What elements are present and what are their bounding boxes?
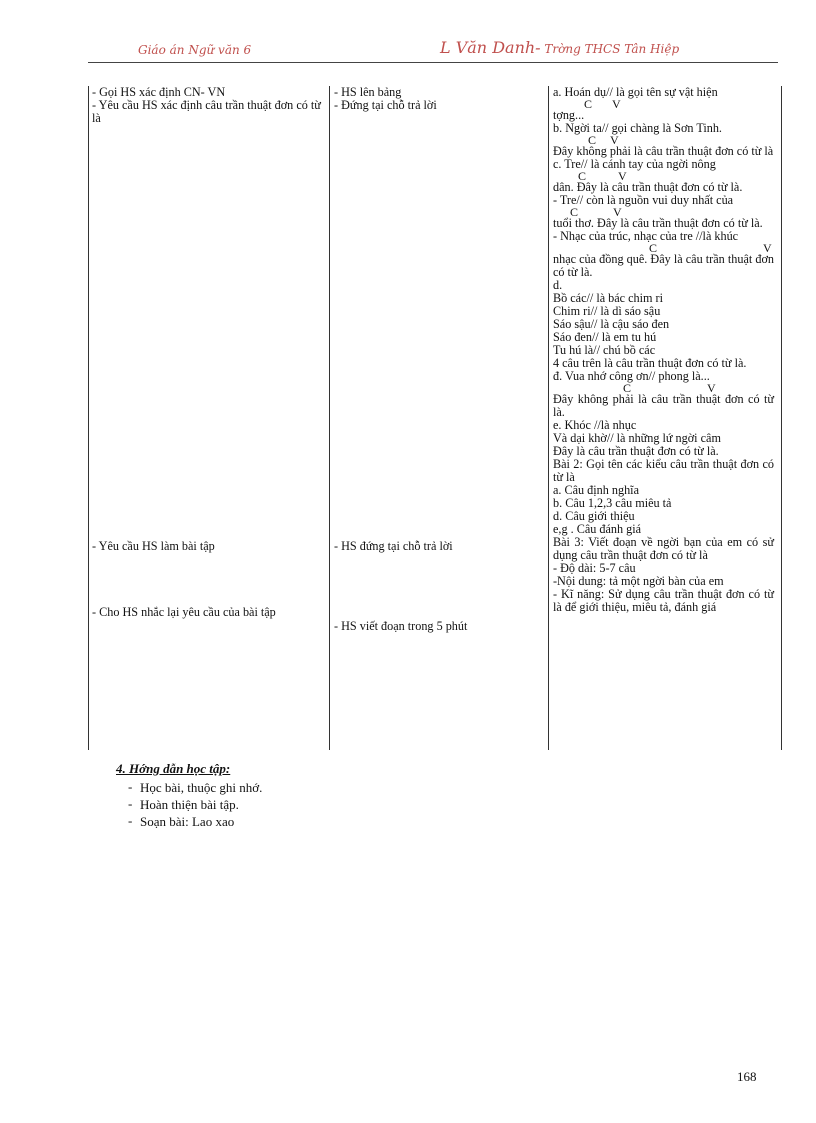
- answer-line: nhạc của đồng quê. Đây là câu trần thuật đơn có từ là.: [553, 252, 774, 279]
- content-column: [553, 86, 774, 614]
- student-step-1: - HS lên bảng: [334, 85, 402, 99]
- subject-mark: C: [578, 169, 587, 183]
- answer-line: dân. Đây là câu trần thuật đơn có từ là.: [553, 180, 743, 194]
- homework-guide: [116, 760, 262, 830]
- teacher-step-4: - Cho HS nhắc lại yêu cầu của bài tập: [92, 605, 276, 619]
- answer-line: Tu hú là// chú bồ các: [553, 343, 656, 357]
- answer-line: tợng...: [553, 108, 585, 122]
- answer-line: d. Câu giới thiệu: [553, 509, 635, 523]
- subject-mark: C: [584, 97, 593, 111]
- page-number: 168: [737, 1069, 757, 1084]
- answer-line: a. Hoán dụ// là gọi tên sự vật hiện: [553, 85, 718, 99]
- answer-line: tuổi thơ. Đây là câu trần thuật đơn có từ là.: [553, 216, 763, 230]
- answer-line: Sáo đen// là em tu hú: [553, 330, 657, 344]
- subject-predicate-marks: [553, 135, 774, 145]
- page-header: [88, 40, 778, 63]
- dash-bullet: -: [128, 796, 133, 811]
- subject-mark: C: [623, 381, 632, 395]
- answer-line: Bài 2: Gọi tên các kiểu câu trần thuật đơn có từ là: [553, 457, 774, 484]
- table-divider-1: [329, 86, 330, 750]
- table-divider-2: [548, 86, 549, 750]
- predicate-mark: V: [707, 381, 716, 395]
- guide-item-text: Soạn bài: Lao xao: [140, 814, 235, 829]
- answer-line: d.: [553, 278, 563, 292]
- answer-line: e. Khóc //là nhục: [553, 418, 637, 432]
- guide-item-text: Hoàn thiện bài tập.: [140, 797, 239, 812]
- answer-line: e,g . Câu đánh giá: [553, 522, 641, 536]
- answer-line: -Nội dung: tả một ngời bàn của em: [553, 574, 724, 588]
- table-border-right: [781, 86, 782, 750]
- guide-item: [128, 779, 262, 796]
- header-author: L Văn Danh-: [440, 38, 541, 57]
- dash-bullet: -: [128, 813, 133, 828]
- teacher-step-1: - Gọi HS xác định CN- VN: [92, 85, 226, 99]
- subject-predicate-marks: [553, 99, 774, 109]
- predicate-mark: V: [612, 97, 621, 111]
- student-step-2: - Đứng tại chỗ trả lời: [334, 98, 437, 112]
- answer-line: - Tre// còn là nguồn vui duy nhất của: [553, 193, 734, 207]
- header-author-school: [440, 38, 679, 57]
- answer-line: - Độ dài: 5-7 câu: [553, 561, 636, 575]
- lesson-table: [88, 86, 782, 750]
- guide-title: 4. Hớng dẫn học tập:: [116, 761, 231, 776]
- answer-line: Sáo sậu// là cậu sáo đen: [553, 317, 670, 331]
- predicate-mark: V: [610, 133, 619, 147]
- guide-item: [128, 813, 262, 830]
- table-border-left: [88, 86, 89, 750]
- answer-line: c. Tre// là cánh tay của ngời nông: [553, 157, 716, 171]
- answer-line: a. Câu định nghĩa: [553, 483, 639, 497]
- dash-bullet: -: [128, 779, 133, 794]
- subject-mark: C: [588, 133, 597, 147]
- answer-line: Bồ các// là bác chim ri: [553, 291, 663, 305]
- student-step-3: - HS đứng tại chỗ trả lời: [334, 539, 453, 553]
- subject-predicate-marks: [553, 383, 774, 393]
- answer-line: b. Câu 1,2,3 câu miêu tả: [553, 496, 672, 510]
- answer-line: Đây là câu trần thuật đơn có từ là.: [553, 444, 719, 458]
- teacher-activity-column: [92, 85, 326, 619]
- answer-line: - Nhạc của trúc, nhạc của tre //là khúc: [553, 229, 739, 243]
- subject-predicate-marks: [553, 207, 774, 217]
- subject-mark: C: [649, 241, 658, 255]
- student-activity-column: [334, 85, 544, 633]
- guide-item: [128, 796, 262, 813]
- answer-line: - Kĩ năng: Sử dụng câu trần thuật đơn có từ là để giới thiệu, miêu tả, đánh giá: [553, 587, 774, 614]
- answer-line: b. Ngời ta// gọi chàng là Sơn Tinh.: [553, 121, 722, 135]
- guide-list: [116, 779, 262, 830]
- subject-predicate-marks: [553, 171, 774, 181]
- answer-line: Và dại khờ// là những lứ ngời câm: [553, 431, 721, 445]
- predicate-mark: V: [763, 241, 772, 255]
- predicate-mark: V: [613, 205, 622, 219]
- answer-line: 4 câu trên là câu trần thuật đơn có từ là.: [553, 356, 747, 370]
- answer-line: Chim ri// là dì sáo sậu: [553, 304, 661, 318]
- teacher-step-2: - Yêu cầu HS xác định câu trần thuật đơn có từ là: [92, 98, 321, 125]
- subject-mark: C: [570, 205, 579, 219]
- answer-line: Đây không phải là câu trần thuật đơn có từ là: [553, 144, 774, 158]
- answer-line: Bài 3: Viết đoạn về ngời bạn của em có sử dụng câu trần thuật đơn có từ là: [553, 535, 774, 562]
- header-subject: Giáo án Ngữ văn 6: [138, 43, 252, 57]
- guide-item-text: Học bài, thuộc ghi nhớ.: [140, 780, 263, 795]
- predicate-mark: V: [618, 169, 627, 183]
- answer-line: Đây không phải là câu trần thuật đơn có từ là.: [553, 392, 774, 419]
- answer-line: đ. Vua nhớ công ơn// phong là...: [553, 369, 710, 383]
- subject-predicate-marks: [553, 243, 774, 253]
- teacher-step-3: - Yêu cầu HS làm bài tập: [92, 539, 215, 553]
- student-step-4: - HS viết đoạn trong 5 phút: [334, 619, 468, 633]
- header-school: Trờng THCS Tân Hiệp: [540, 42, 680, 56]
